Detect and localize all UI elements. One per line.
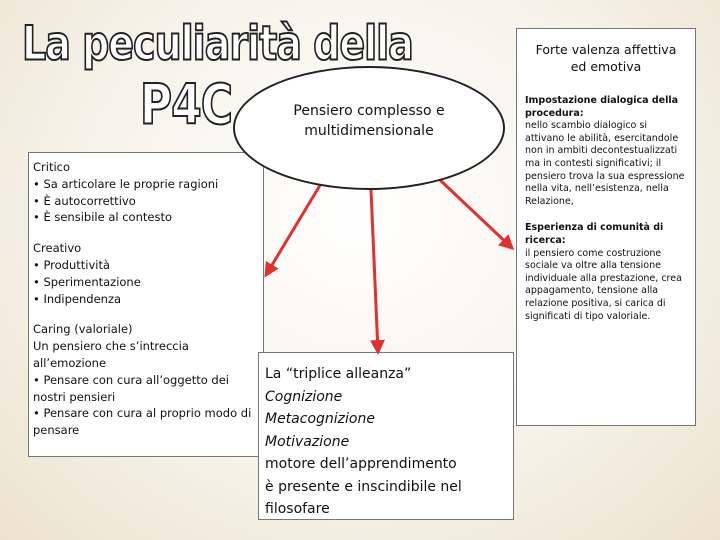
alliance-item-motivazione: Motivazione [265,433,350,450]
caring-item: • Pensare con cura all’oggetto dei [33,372,229,387]
caring-block [33,321,259,439]
title-line-2: P4C [139,73,233,137]
creativo-item: • Indipendenza [33,291,122,306]
alliance-text: filosofare [265,501,330,517]
critico-item: • È sensibile al contesto [33,210,172,225]
thinking-types-box [28,152,264,457]
caring-line: Un pensiero che s’intreccia [33,339,189,354]
creativo-item: • Produttività [33,257,111,272]
arrow-to-right-box [440,180,512,248]
caring-heading: Caring (valoriale) [33,322,133,337]
caring-item: • Pensare con cura al proprio modo di [33,406,252,421]
arrow-to-left-box [266,182,322,275]
dialogic-block [525,95,687,208]
critico-item: • È autocorrettivo [33,193,136,208]
creativo-heading: Creativo [33,241,82,256]
caring-line: pensare [33,423,80,438]
community-block [525,222,687,323]
affective-heading [525,41,687,75]
dialogic-title: Impostazione dialogica della procedura: [525,95,679,119]
caring-line: nostri pensieri [33,389,116,404]
alliance-item-cognizione: Cognizione [265,388,343,405]
alliance-heading: La “triplice alleanza” [265,366,412,382]
triple-alliance-box [258,352,514,520]
title-line-1: La peculiarità della [22,15,413,71]
critico-item: • Sa articolare le proprie ragioni [33,176,219,191]
complex-thinking-ellipse [233,66,505,190]
alliance-text: è presente e inscindibile nel [265,478,462,495]
critico-heading: Critico [33,160,71,174]
alliance-text: motore dell’apprendimento [265,456,457,472]
critico-block [33,159,259,226]
affective-heading-line: Forte valenza affettiva [535,42,677,57]
dialogic-body: nello scambio dialogico si attivano le abilità, esercitandole non in ambiti decontestualizzati ma in contesti significativi; il pensiero trova la sua espressione nella vita, nell’esistenza, nella Relazione, [525,120,685,207]
alliance-item-metacognizione: Metacognizione [265,411,375,427]
affective-heading-line: ed emotiva [570,59,642,74]
creativo-block [33,240,259,307]
creativo-item: • Sperimentazione [33,274,141,289]
ellipse-text-line: Pensiero complesso e [293,103,445,119]
caring-line: all’emozione [33,355,107,370]
arrow-to-center-box [371,190,378,352]
community-title: Esperienza di comunità di ricerca: [525,222,664,246]
ellipse-text-line: multidimensionale [304,123,434,139]
affective-box [516,28,696,426]
community-body: il pensiero come costruzione sociale va oltre alla tensione individuale alla prestazione, crea appagamento, tensione alla relazione positiva, si carica di significati di tipo valoriale. [525,247,682,322]
